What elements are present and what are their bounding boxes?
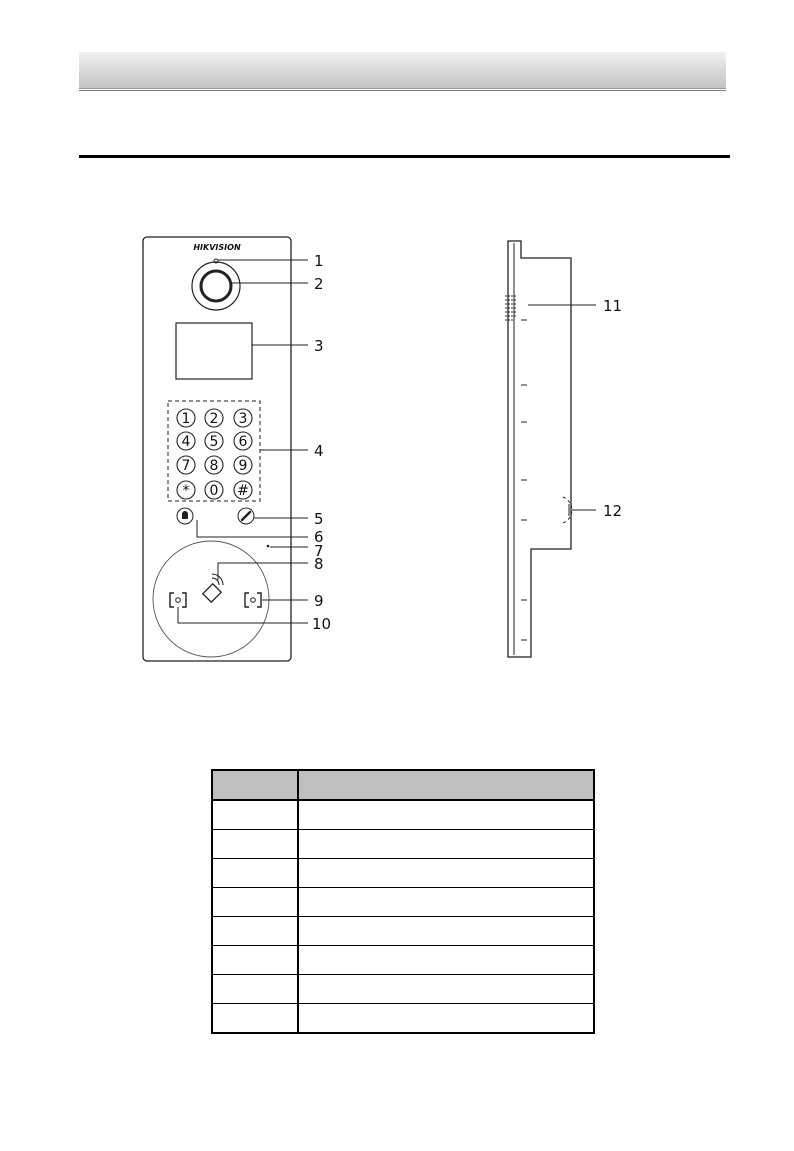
front-view [143, 237, 308, 661]
keypad-key-label: # [237, 483, 249, 499]
callout-1: 1 [314, 252, 324, 270]
table-cell-no [212, 859, 298, 888]
table-cell-no [212, 946, 298, 975]
table-row [212, 800, 594, 830]
keypad-key-label: 0 [209, 483, 219, 499]
keypad-key-label: 6 [238, 434, 248, 450]
table-cell-no [212, 800, 298, 830]
keypad-key-label: 2 [209, 411, 219, 427]
table-row [212, 1004, 594, 1034]
camera-lens [201, 271, 231, 301]
table-cell-description [298, 917, 594, 946]
column-header-description [298, 770, 594, 800]
table-cell-no [212, 975, 298, 1004]
side-profile-outline [508, 241, 571, 657]
keypad-key-label: 7 [181, 458, 191, 474]
keypad-key-label: * [182, 483, 190, 499]
table-cell-description [298, 1004, 594, 1034]
table-row [212, 975, 594, 1004]
component-description-table [211, 769, 595, 1034]
table-row [212, 888, 594, 917]
table-body [212, 800, 594, 1033]
callout-6: 6 [314, 528, 324, 546]
table-row [212, 917, 594, 946]
keypad-key-label: 3 [238, 411, 248, 427]
table-cell-description [298, 946, 594, 975]
table-cell-no [212, 917, 298, 946]
callout-9: 9 [314, 592, 324, 610]
callout-8: 8 [314, 555, 324, 573]
card-icon [203, 574, 223, 602]
callout-4: 4 [314, 442, 324, 460]
phone-icon [242, 512, 250, 520]
side-tick-marks [521, 320, 527, 640]
display-screen [176, 323, 252, 379]
indicator-dot [267, 545, 270, 548]
table-row [212, 830, 594, 859]
keypad-key-label: 4 [181, 434, 191, 450]
callout-7: 7 [314, 542, 324, 560]
bell-icon [182, 511, 188, 519]
table-cell-description [298, 975, 594, 1004]
brand-logo: HIKVISION [193, 243, 241, 252]
table-row [212, 859, 594, 888]
table-cell-description [298, 830, 594, 859]
keypad-key-label: 1 [181, 411, 191, 427]
side-view [505, 241, 596, 657]
table-cell-no [212, 1004, 298, 1034]
table-row [212, 946, 594, 975]
keypad-key-label: 8 [209, 458, 219, 474]
table-cell-description [298, 888, 594, 917]
callout-10: 10 [312, 615, 332, 633]
table-cell-no [212, 830, 298, 859]
table-cell-no [212, 888, 298, 917]
callout-5: 5 [314, 510, 324, 528]
callout-labels [312, 252, 622, 633]
table-header-row [212, 770, 594, 800]
callout-3: 3 [314, 337, 324, 355]
keypad-key-label: 9 [238, 458, 248, 474]
table-cell-description [298, 800, 594, 830]
right-sensor [245, 593, 261, 607]
keypad [177, 409, 252, 499]
camera-bezel [192, 262, 240, 310]
column-header-no [212, 770, 298, 800]
callout-12: 12 [603, 502, 623, 520]
table-cell-description [298, 859, 594, 888]
callout-11: 11 [603, 297, 623, 315]
callout-2: 2 [314, 275, 324, 293]
left-sensor [170, 593, 186, 607]
keypad-key-label: 5 [209, 434, 219, 450]
side-leader-lines [528, 305, 596, 510]
